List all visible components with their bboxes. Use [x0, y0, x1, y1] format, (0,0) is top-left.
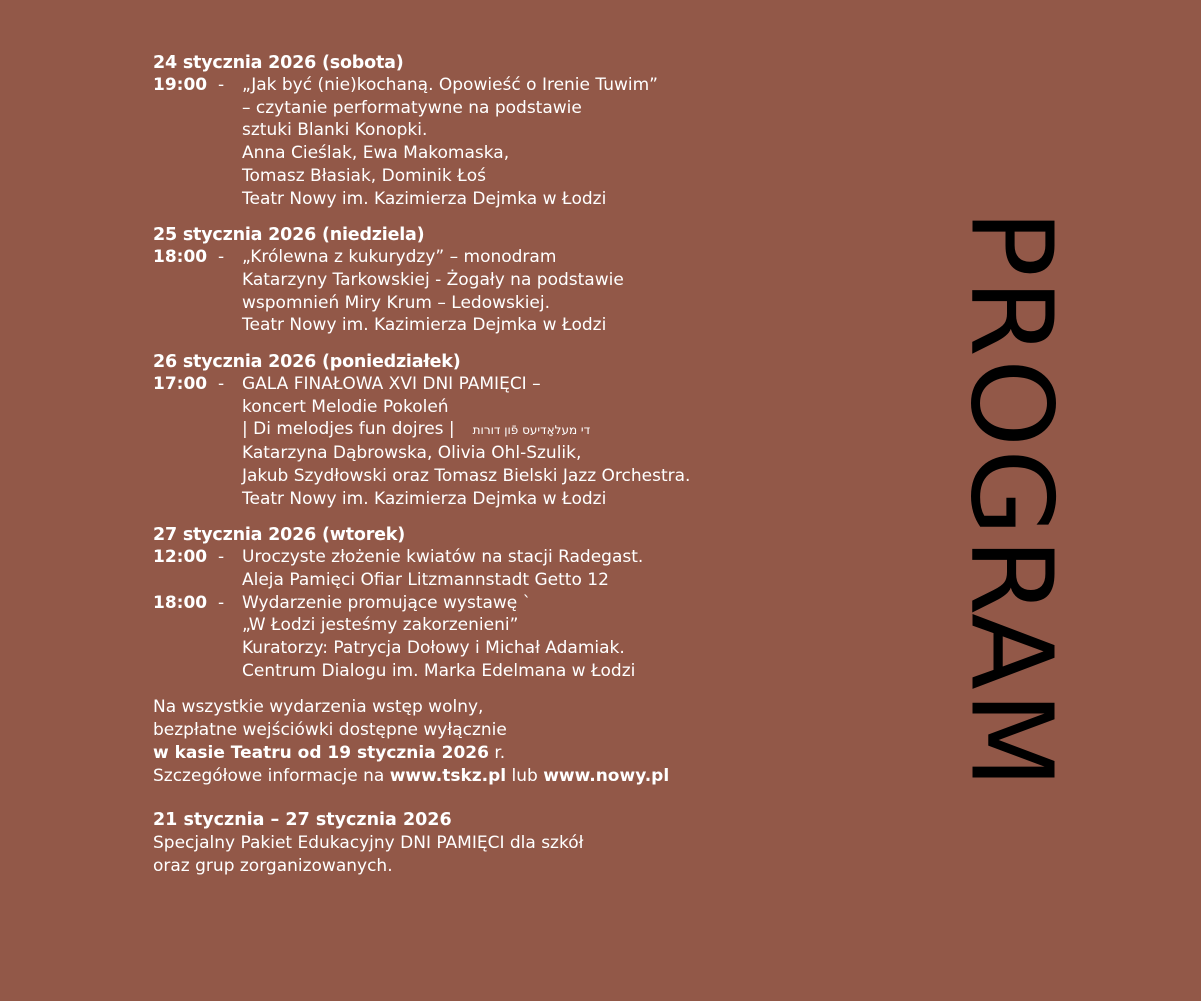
day-block	[153, 524, 833, 682]
event-line: „W Łodzi jesteśmy zakorzenieni”	[242, 615, 519, 636]
day-title: 26 stycznia 2026 (poniedziałek)	[153, 352, 461, 373]
education-line: Specjalny Pakiet Edukacyjny DNI PAMIĘCI dla szkół	[153, 832, 584, 853]
event-time: 18:00	[153, 592, 208, 613]
info-prefix: Szczegółowe informacje na	[153, 765, 390, 786]
event-line: koncert Melodie Pokoleń	[242, 396, 449, 417]
event-venue: Teatr Nowy im. Kazimierza Dejmka w Łodzi	[242, 188, 607, 209]
event-row	[153, 592, 833, 683]
event-venue: Teatr Nowy im. Kazimierza Dejmka w Łodzi	[242, 488, 607, 509]
info-suffix: r.	[488, 742, 506, 763]
day-title: 27 stycznia 2026 (wtorek)	[153, 525, 406, 546]
event-dash: -	[218, 547, 225, 568]
event-line: „Królewna z kukurydzy” – monodram	[242, 247, 557, 268]
hebrew-title: די מעלאָדיעס פֿון דורות	[472, 423, 591, 438]
event-description	[242, 74, 833, 210]
program-content	[153, 52, 833, 877]
event-time: 18:00	[153, 247, 208, 268]
event-dash: -	[218, 75, 225, 95]
event-venue: Centrum Dialogu im. Marka Edelmana w Łodzi	[242, 660, 636, 681]
info-line: Na wszystkie wydarzenia wstęp wolny,	[153, 697, 484, 718]
event-description	[242, 373, 833, 510]
info-connector: lub	[506, 765, 544, 786]
event-line: Kuratorzy: Patrycja Dołowy i Michał Adamiak.	[242, 638, 625, 659]
event-line-yiddish	[242, 418, 833, 442]
event-dash: -	[218, 592, 225, 613]
event-row	[153, 246, 833, 337]
event-line: Tomasz Błasiak, Dominik Łoś	[242, 165, 486, 186]
event-dash: -	[218, 374, 225, 395]
day-title: 24 stycznia 2026 (sobota)	[153, 53, 404, 73]
event-time: 19:00	[153, 75, 208, 95]
event-line: Uroczyste złożenie kwiatów na stacji Radegast.	[242, 547, 644, 568]
event-dash: -	[218, 247, 225, 268]
event-line: Jakub Szydłowski oraz Tomasz Bielski Jazz Orchestra.	[242, 465, 691, 486]
link-nowy[interactable]: www.nowy.pl	[543, 765, 670, 786]
event-line: wspomnień Miry Krum – Ledowskiej.	[242, 292, 551, 313]
education-title: 21 stycznia – 27 stycznia 2026	[153, 810, 452, 831]
event-row	[153, 74, 833, 210]
event-time: 17:00	[153, 374, 208, 395]
event-line: Katarzyna Dąbrowska, Olivia Ohl-Szulik,	[242, 443, 582, 464]
info-line	[153, 742, 833, 765]
event-venue: Aleja Pamięci Ofiar Litzmannstadt Getto 12	[242, 569, 609, 590]
link-tskz[interactable]: www.tskz.pl	[389, 765, 507, 786]
day-block	[153, 52, 833, 210]
event-line: Wydarzenie promujące wystawę `	[242, 592, 532, 613]
event-line: Katarzyny Tarkowskiej - Żogały na podstawie	[242, 269, 624, 290]
event-description	[242, 246, 833, 337]
event-line: GALA FINAŁOWA XVI DNI PAMIĘCI –	[242, 374, 541, 395]
ticket-info	[153, 696, 833, 787]
info-line: bezpłatne wejściówki dostępne wyłącznie	[153, 720, 507, 741]
event-line: sztuki Blanki Konopki.	[242, 120, 428, 141]
event-description	[242, 592, 833, 683]
event-row	[153, 546, 833, 591]
event-description	[242, 546, 833, 591]
info-bold: w kasie Teatru od 19 stycznia 2026	[153, 742, 489, 763]
program-heading: PROGRAM	[945, 209, 1075, 791]
event-row	[153, 373, 833, 510]
day-block	[153, 351, 833, 510]
program-vertical-label	[930, 130, 1090, 870]
day-block	[153, 224, 833, 337]
event-line: „Jak być (nie)kochaną. Opowieść o Irenie Tuwim”	[242, 75, 658, 95]
day-title: 25 stycznia 2026 (niedziela)	[153, 225, 425, 246]
event-time: 12:00	[153, 547, 208, 568]
event-line: – czytanie performatywne na podstawie	[242, 97, 582, 118]
info-line	[153, 765, 833, 788]
event-line-latin: | Di melodjes fun dojres |	[242, 419, 455, 440]
event-venue: Teatr Nowy im. Kazimierza Dejmka w Łodzi	[242, 315, 607, 336]
education-line: oraz grup zorganizowanych.	[153, 855, 393, 876]
education-package	[153, 809, 833, 877]
event-line: Anna Cieślak, Ewa Makomaska,	[242, 143, 510, 164]
